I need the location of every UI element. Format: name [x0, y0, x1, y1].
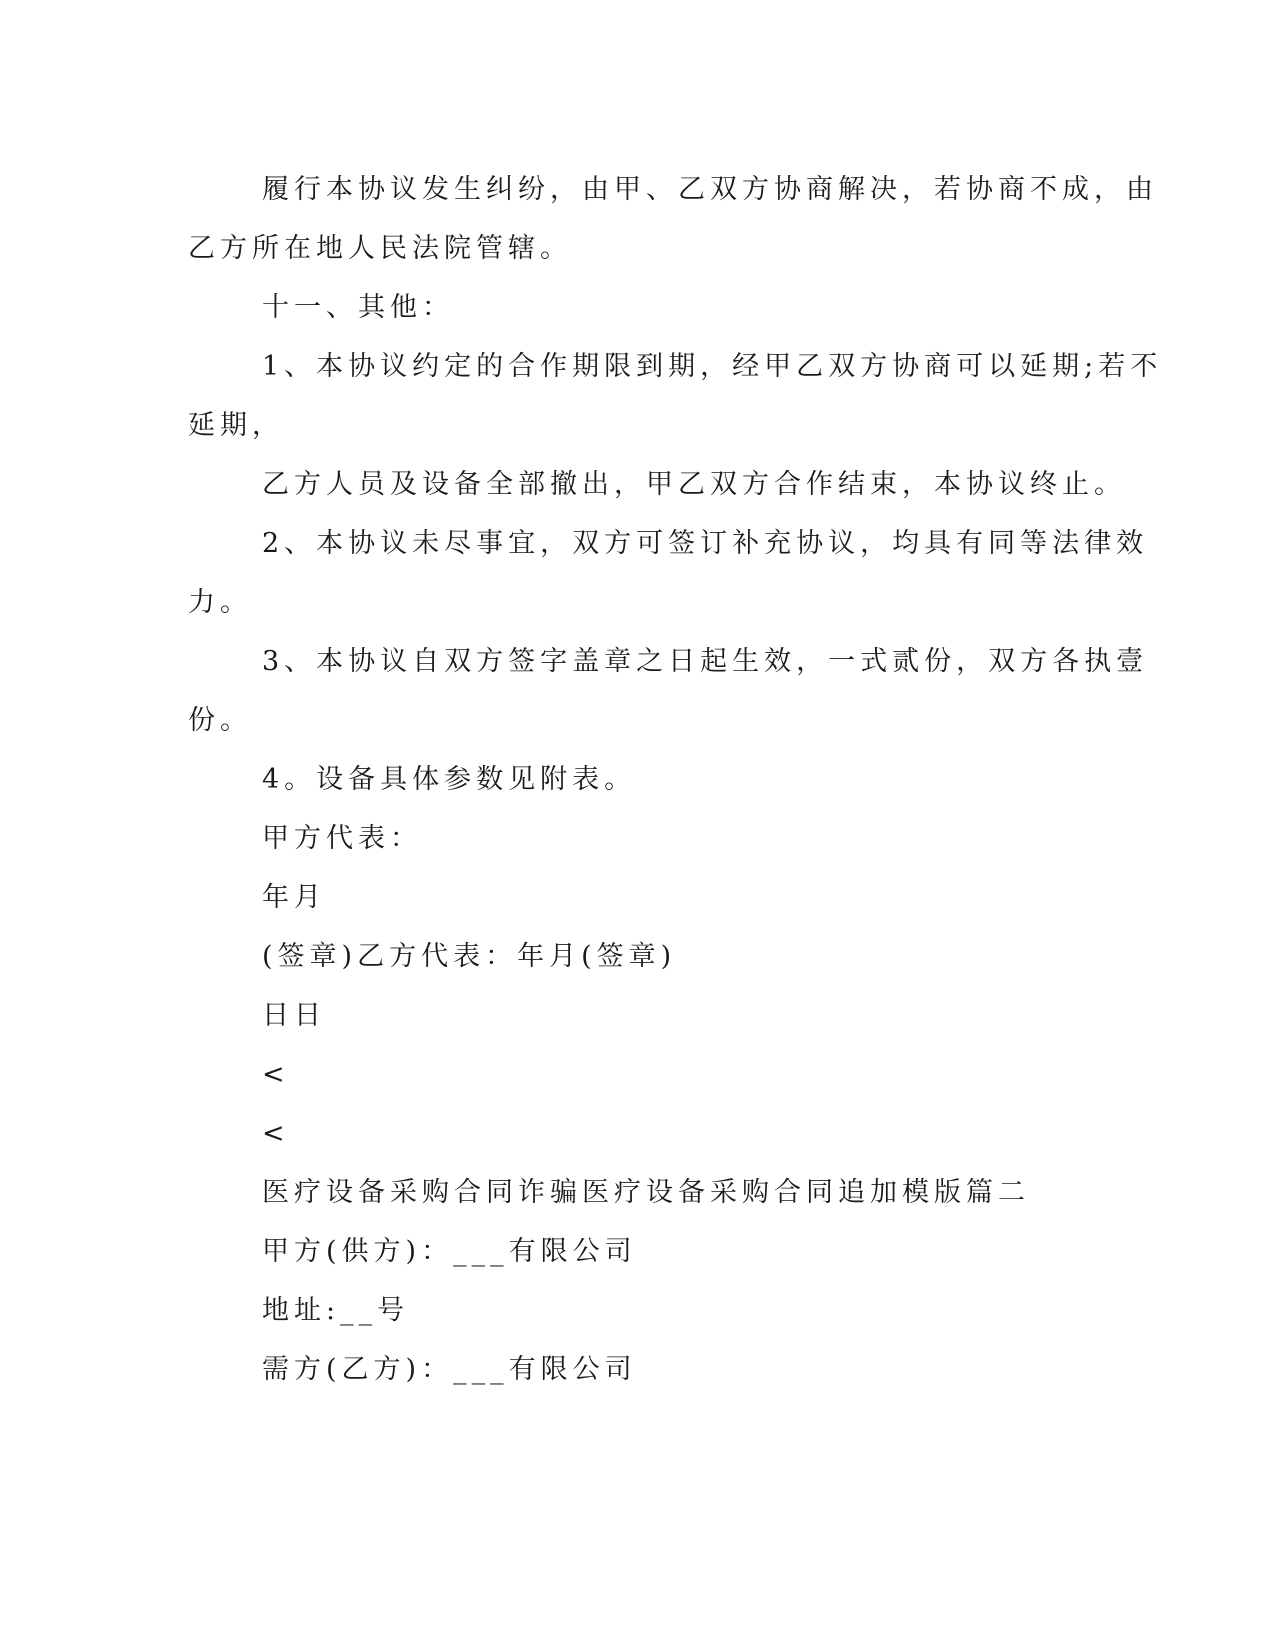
- address-line: 地址:__号: [262, 1295, 410, 1326]
- clause-4: 4。设备具体参数见附表。: [262, 764, 637, 795]
- clause-2-line1: 2、本协议未尽事宜，双方可签订补充协议，均具有同等法律效: [262, 528, 1149, 559]
- clause-3-line1: 3、本协议自双方签字盖章之日起生效，一式贰份，双方各执壹: [262, 646, 1149, 677]
- party-a-supplier: 甲方(供方)：___有限公司: [262, 1236, 637, 1267]
- paragraph-dispute-line2: 乙方所在地人民法院管辖。: [188, 233, 572, 264]
- date-year-month: 年月: [262, 882, 326, 913]
- section-heading-other: 十一、其他：: [262, 292, 454, 323]
- date-day: 日日: [262, 1000, 326, 1031]
- clause-1-line3: 乙方人员及设备全部撤出，甲乙双方合作结束，本协议终止。: [262, 469, 1126, 500]
- contract-title-part-two: 医疗设备采购合同诈骗医疗设备采购合同追加模版篇二: [262, 1177, 1030, 1208]
- party-b-buyer: 需方(乙方)：___有限公司: [262, 1354, 637, 1385]
- clause-1-line1: 1、本协议约定的合作期限到期，经甲乙双方协商可以延期;若不: [262, 351, 1163, 382]
- clause-1-line2: 延期，: [188, 410, 284, 441]
- paragraph-dispute-line1: 履行本协议发生纠纷，由甲、乙双方协商解决，若协商不成，由: [262, 174, 1158, 205]
- signature-line: (签章)乙方代表：年月(签章): [262, 941, 677, 972]
- clause-2-line2: 力。: [188, 587, 252, 618]
- party-a-representative: 甲方代表：: [262, 823, 422, 854]
- stray-symbol-2: <: [262, 1118, 290, 1149]
- stray-symbol-1: <: [262, 1059, 290, 1090]
- clause-3-line2: 份。: [188, 705, 252, 736]
